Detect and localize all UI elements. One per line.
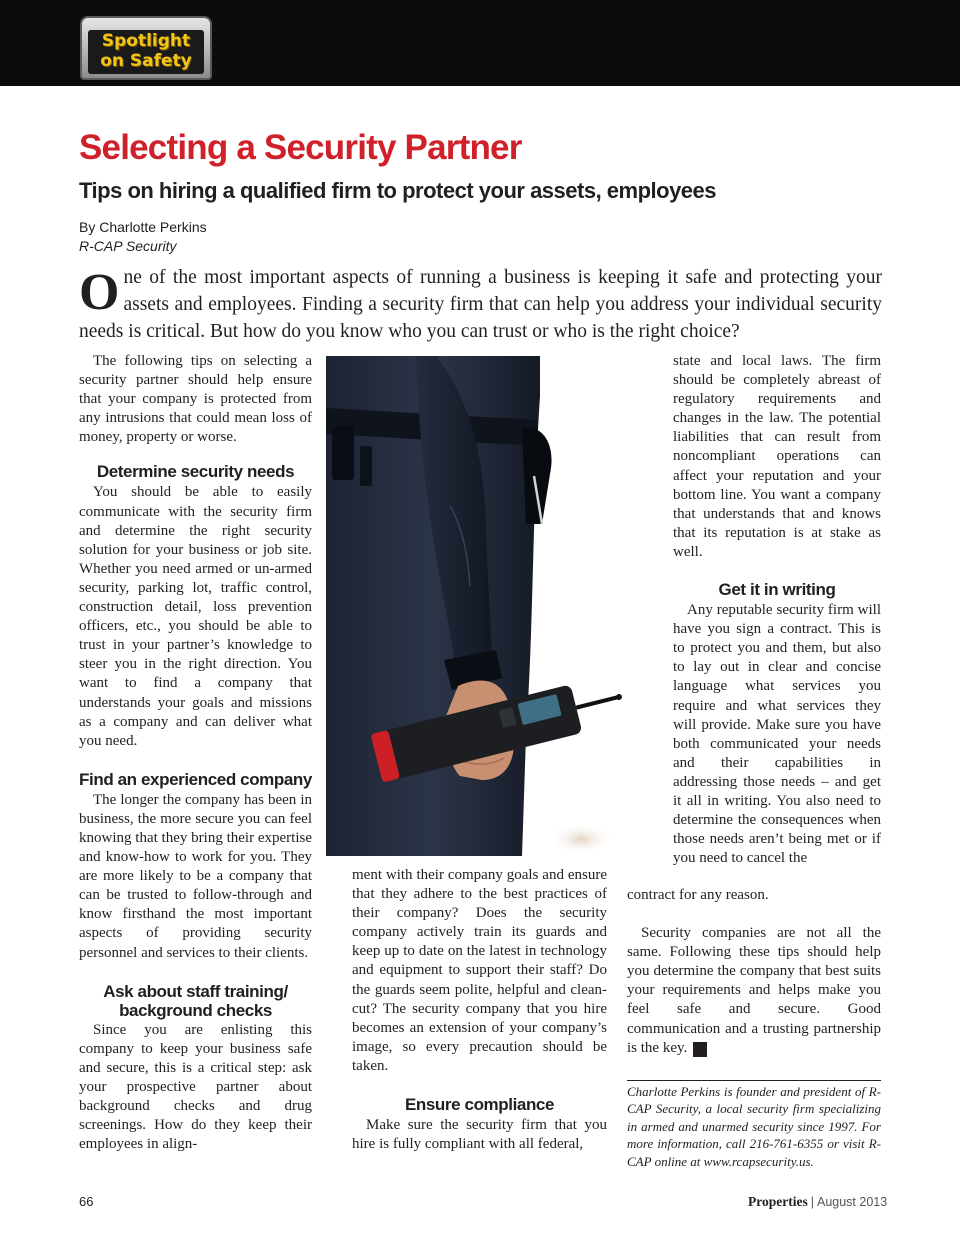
section-body-security-needs: You should be able to easily communicate with the security firm and determine the right security solution for your business or job site. Whether you need armed or un-armed security, parking lot, traffic control, construction detail, loss prevention officers, etc., you should be able to trust in your partner’s knowledge to steer you in the right direction. You want to find a company that understands your goals and missions as a company and can deliver what you need. [79,484,312,749]
lede-text: ne of the most important aspects of running a business is keeping it safe and protecting your assets and employees. Finding a security firm that can help you address your individual security needs is critical. But how do you know who you can trust or who is the right choice? [79,267,882,342]
end-mark-icon: P [693,1042,707,1057]
article-title: Selecting a Security Partner [79,128,522,167]
column-right-top [673,352,881,868]
author-name: By Charlotte Perkins [79,219,207,235]
column-middle [352,866,607,1154]
section-body-in-writing-end: contract for any reason. [627,887,769,903]
footer-separator: | [810,1195,814,1209]
article-subtitle: Tips on hiring a qualified firm to protect your assets, employees [79,178,717,203]
security-officer-photo [326,356,626,856]
column-left [79,352,312,1154]
magazine-name: Properties [748,1194,808,1209]
belt-holster-right [522,428,552,524]
section-body-experienced-company: The longer the company has been in business, the more secure you can feel knowing that they bring their expertise and know-how to work for you. They are more likely to be a company that can be trusted to follow-through and know firsthand the most important aspects of providing security personnel and services to their clients. [79,791,312,961]
section-heading-compliance: Ensure compliance [404,1095,555,1115]
section-continued-staff-training: ment with their company goals and ensure that they adhere to the best practices of their company? Does the security company actively train its guards and keep up to date on the latest in technology and equipment to support their staff? Do the guards seem polite, helpful and clean-cut? The security company that you hire becomes an extension of your company’s image, so every precaution should be taken. [352,867,607,1074]
section-body-staff-training: Since you are enlisting this company to keep your business safe and secure, this is a critical step: ask your prospective partner about background checks and drug screenings. How do they keep their employees in align- [79,1021,312,1153]
byline [79,218,207,256]
bio-divider [627,1080,881,1081]
author-bio: Charlotte Perkins is founder and president of R-CAP Security, a local security firm specializing in armed and unarmed security since 1997. For more information, call 216-761-6355 or visit R-CAP online at www.rcapsecurity.us. [627,1084,881,1169]
section-continued-compliance: state and local laws. The firm should be completely abreast of regulatory requirements and changes in the law. The potential liabilities that can result from noncompliant operations can affect your reputation and your bottom line. You want a company that understands that and knows that its reputation is at stake as well. [673,353,881,560]
column-right-bottom [627,886,881,1058]
badge-line-1: Spotlight [101,31,191,51]
section-heading-experienced-company: Find an experienced company [79,769,312,789]
closing-paragraph [627,924,881,1058]
radio-antenna [576,697,619,708]
section-body-compliance: Make sure the security firm that you hire is fully compliant with all federal, [352,1117,607,1153]
lede-paragraph [79,264,882,345]
issue-date: August 2013 [816,1195,888,1209]
drop-cap: O [79,264,120,321]
photo-shadow [549,823,613,855]
spotlight-on-safety-badge [80,16,212,80]
section-heading-in-writing: Get it in writing [718,580,836,600]
section-heading-security-needs: Determine security needs [96,462,295,482]
belt-pouch [360,446,372,486]
belt-holster-left [332,426,354,480]
section-heading-staff-training: Ask about staff training/ background checks [103,981,288,1020]
section-body-in-writing: Any reputable security firm will have you sign a contract. This is to protect you and them, but also to lay out in clear and concise language what services you require and what services they will provide. Make sure you have both communicated your needs and their capabilities in addressing those needs – and get it all in writing. You also need to determine the consequences when those needs aren’t being met or if you need to cancel the [673,602,881,867]
author-organization: R-CAP Security [79,238,177,254]
badge-line-2: on Safety [100,51,192,71]
footer-magazine [748,1194,888,1210]
intro-paragraph: The following tips on selecting a security partner should help ensure that your company is protected from any intrusions that could mean loss of money, property or worse. [79,353,312,446]
closing-text: Security companies are not all the same. Following these tips should help you determine the company that best suits your requirements and helps make you feel safe and secure. Good communication and a trusting partnership is the key. [627,925,881,1056]
page-number: 66 [79,1194,94,1209]
